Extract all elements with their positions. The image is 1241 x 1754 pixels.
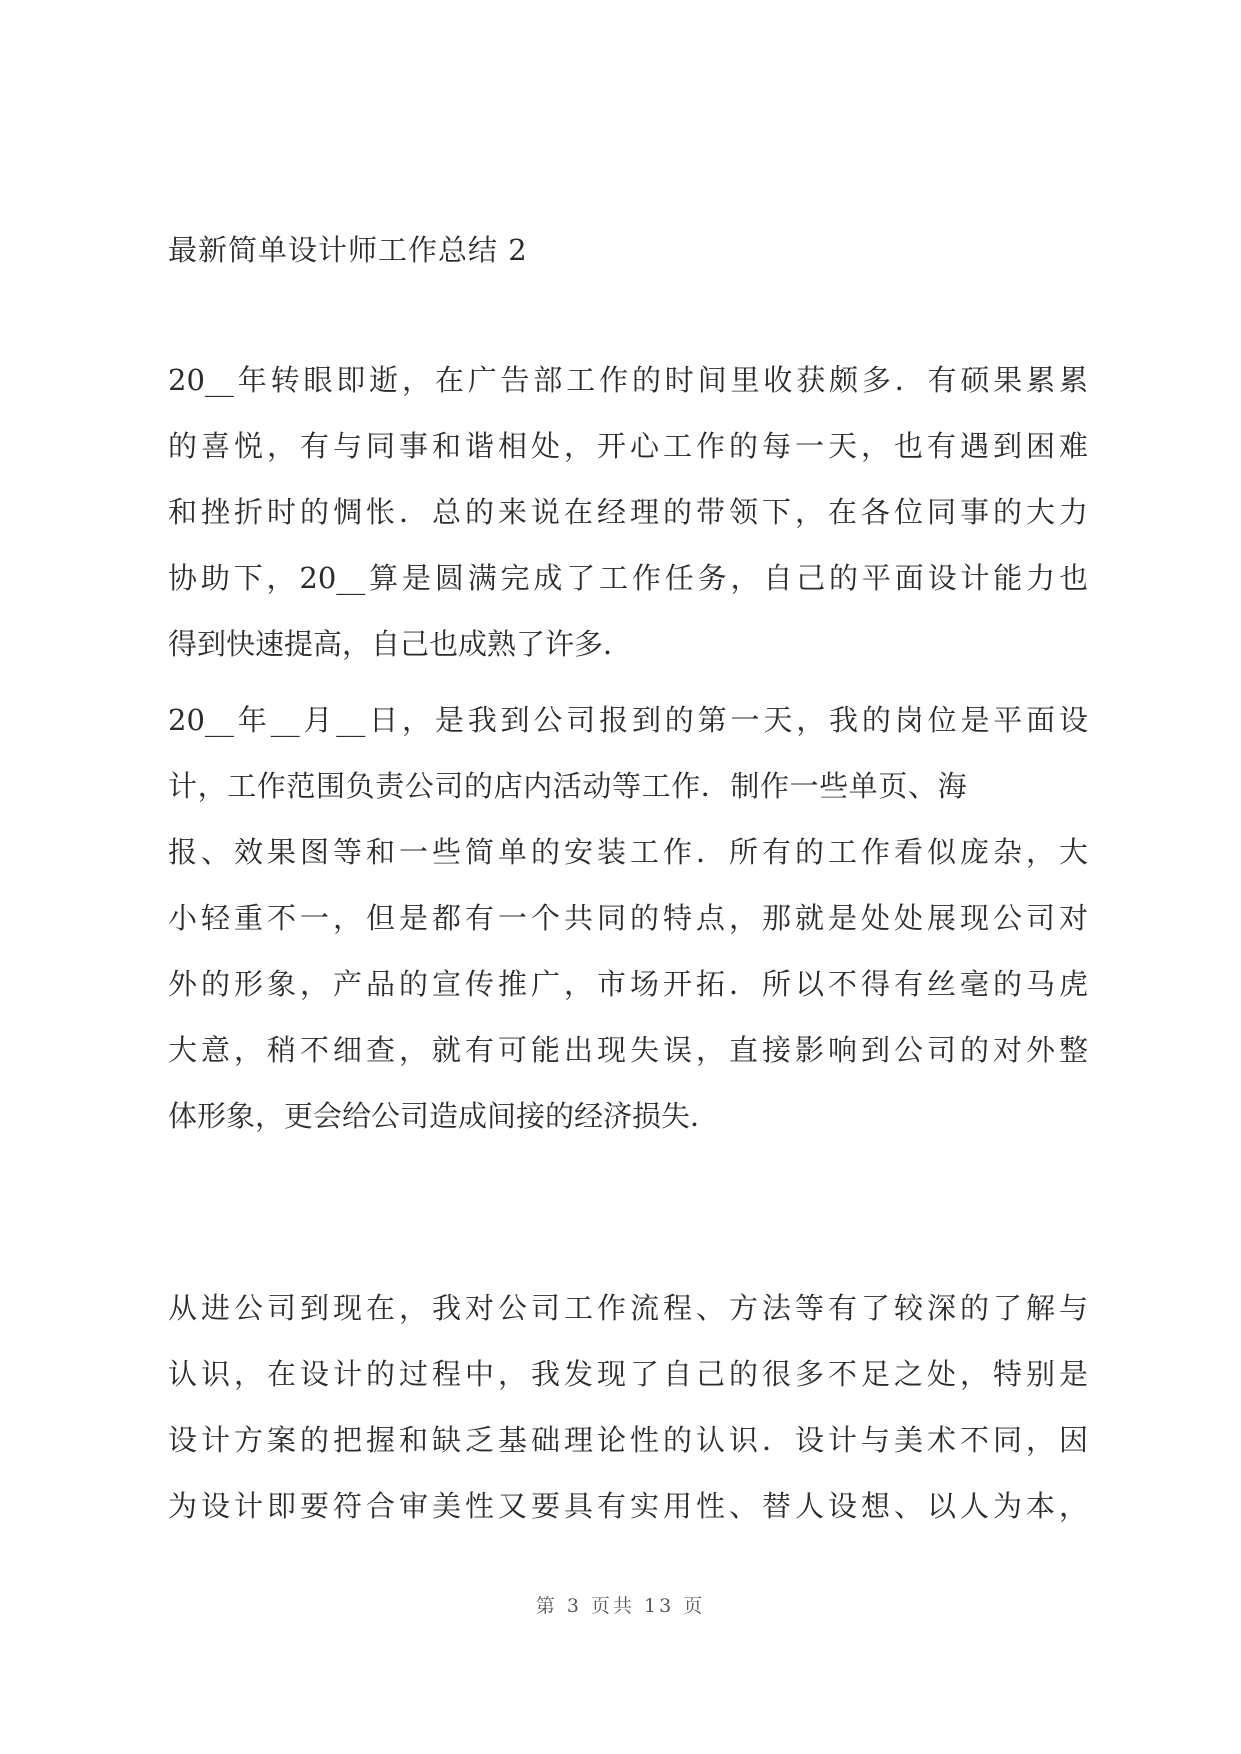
document-title: 最新简单设计师工作总结 2 — [168, 233, 528, 267]
paragraph-line: 设计方案的把握和缺乏基础理论性的认识．设计与美术不同，因 — [168, 1423, 1088, 1457]
paragraph-line: 20__年转眼即逝，在广告部工作的时间里收获颇多．有硕果累累 — [168, 363, 1088, 397]
paragraph-line: 计，工作范围负责公司的店内活动等工作．制作一些单页、海 — [168, 769, 968, 803]
paragraph-2 — [168, 687, 1088, 1149]
paragraph-line: 协助下，20__算是圆满完成了工作任务，自己的平面设计能力也 — [168, 561, 1088, 595]
paragraph-line: 大意，稍不细查，就有可能出现失误，直接影响到公司的对外整 — [168, 1033, 1088, 1067]
paragraph-line: 的喜悦，有与同事和谐相处，开心工作的每一天，也有遇到困难 — [168, 429, 1088, 463]
paragraph-line: 小轻重不一，但是都有一个共同的特点，那就是处处展现公司对 — [168, 901, 1088, 935]
page-number: 第 3 页共 13 页 — [535, 1595, 706, 1617]
paragraph-line: 从进公司到现在，我对公司工作流程、方法等有了较深的了解与 — [168, 1291, 1088, 1325]
paragraph-line: 认识，在设计的过程中，我发现了自己的很多不足之处，特别是 — [168, 1357, 1088, 1391]
paragraph-line: 得到快速提高，自己也成熟了许多． — [168, 627, 633, 661]
paragraph-3 — [168, 1275, 1088, 1539]
paragraph-1 — [168, 347, 1088, 677]
paragraph-line: 20__年__月__日，是我到公司报到的第一天，我的岗位是平面设 — [168, 703, 1088, 737]
paragraph-line: 为设计即要符合审美性又要具有实用性、替人设想、以人为本， — [168, 1489, 1088, 1523]
paragraph-line: 体形象，更会给公司造成间接的经济损失． — [168, 1099, 720, 1133]
paragraph-line: 外的形象，产品的宣传推广，市场开拓．所以不得有丝毫的马虎 — [168, 967, 1088, 1001]
paragraph-line: 和挫折时的惆怅．总的来说在经理的带领下，在各位同事的大力 — [168, 495, 1088, 529]
paragraph-line: 报、效果图等和一些简单的安装工作．所有的工作看似庞杂，大 — [168, 835, 1088, 869]
